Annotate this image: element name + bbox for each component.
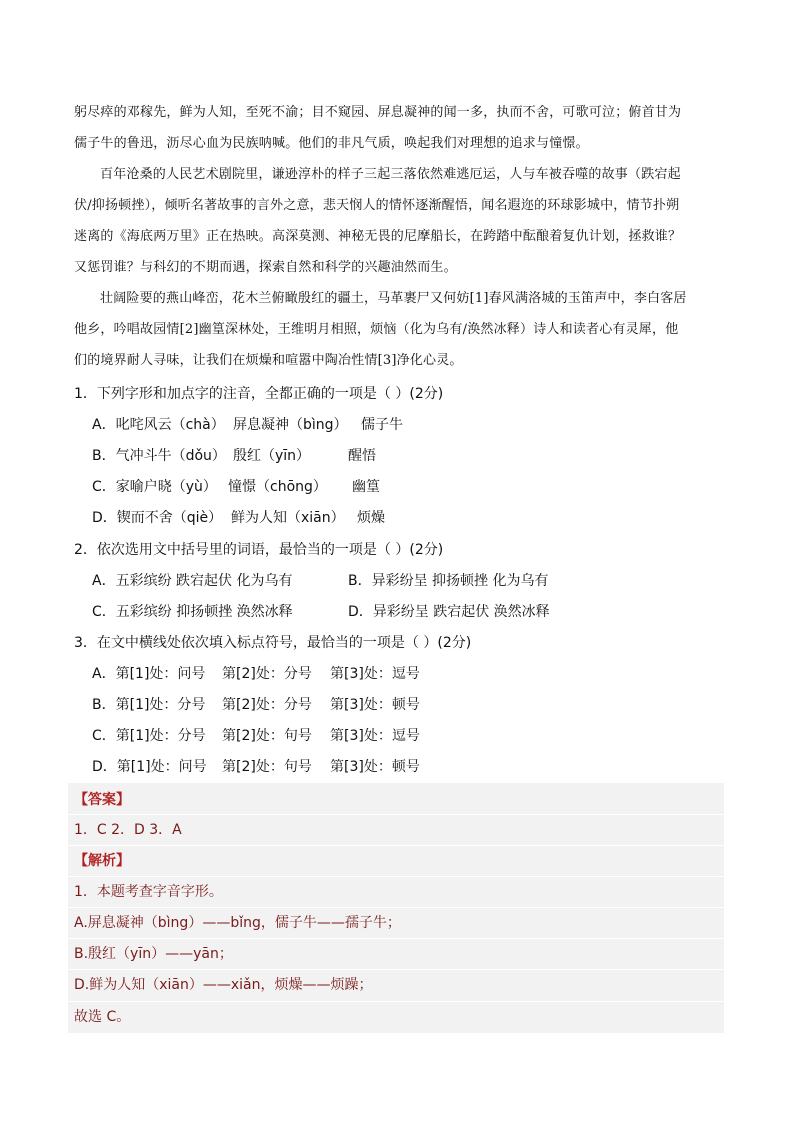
question-2-options-ab bbox=[92, 571, 549, 591]
question-3-option-b[interactable]: B．第[1]处：分号 第[2]处：分号 第[3]处：顿号 bbox=[92, 697, 420, 713]
divider bbox=[68, 845, 724, 846]
divider bbox=[68, 1001, 724, 1002]
analysis-heading: 【解析】 bbox=[74, 853, 130, 869]
question-3-option-a[interactable]: A．第[1]处：问号 第[2]处：分号 第[3]处：逗号 bbox=[92, 666, 420, 682]
question-1-option-b[interactable]: B．气冲斗牛（dǒu） 殷红（yīn） 醒悟 bbox=[92, 448, 376, 464]
question-2-option-b[interactable]: B．异彩纷呈 抑扬顿挫 化为乌有 bbox=[348, 573, 549, 589]
divider bbox=[68, 969, 724, 970]
analysis-line: B.殷红（yīn）——yān； bbox=[74, 946, 233, 962]
question-2-option-a[interactable]: A．五彩缤纷 跌宕起伏 化为乌有 bbox=[92, 573, 293, 589]
question-1-option-c[interactable]: C．家喻户晓（yù） 憧憬（chōng） 幽篁 bbox=[92, 479, 380, 495]
divider bbox=[68, 907, 724, 908]
passage-line: 躬尽瘁的邓稼先，鲜为人知，至死不渝；目不窥园、屏息凝神的闻一多，执而不舍，可歌可泣；俯首甘为 bbox=[74, 105, 682, 120]
passage-line: 伏/抑扬顿挫），倾听名著故事的言外之意，悲天悯人的情怀逐渐醒悟，闻名遐迩的环球影城中，情节扑朔 bbox=[74, 198, 680, 213]
passage-line: 迷离的《海底两万里》正在热映。高深莫测、神秘无畏的尼摩船长，在跨踏中酝酿着复仇计划，拯救谁？ bbox=[74, 229, 682, 244]
question-2-option-c[interactable]: C．五彩缤纷 抑扬顿挫 涣然冰释 bbox=[92, 604, 293, 620]
question-3-stem: 3．在文中横线处依次填入标点符号，最恰当的一项是（ ）(2分) bbox=[74, 635, 472, 651]
question-2-option-d[interactable]: D．异彩纷呈 跌宕起伏 涣然冰释 bbox=[348, 604, 550, 620]
passage bbox=[74, 97, 724, 376]
analysis-line: A.屏息凝神（bìng）——bǐng，儒子牛——孺子牛； bbox=[74, 915, 401, 931]
answer-heading: 【答案】 bbox=[74, 792, 130, 808]
question-1-option-a[interactable]: A．叱咤风云（chà） 屏息凝神（bìng） 儒子牛 bbox=[92, 417, 403, 433]
question-2-options-cd bbox=[92, 602, 550, 622]
question-3-option-d[interactable]: D．第[1]处：问号 第[2]处：句号 第[3]处：顿号 bbox=[92, 759, 420, 775]
passage-line: 百年沧桑的人民艺术剧院里，谦逊淳朴的样子三起三落依然难逃厄运，人与车被吞噬的故事（跌宕起 bbox=[100, 167, 681, 182]
analysis-line: D.鲜为人知（xiān）——xiǎn，烦燥——烦躁； bbox=[74, 977, 373, 993]
question-3-option-c[interactable]: C．第[1]处：分号 第[2]处：句号 第[3]处：逗号 bbox=[92, 728, 420, 744]
question-1-option-d[interactable]: D．锲而不舍（qiè） 鲜为人知（xiān） 烦燥 bbox=[92, 510, 385, 526]
analysis-line: 1．本题考查字音字形。 bbox=[74, 884, 223, 900]
answer-values: 1．C 2．D 3．A bbox=[74, 822, 182, 838]
passage-line: 壮阔险要的燕山峰峦，花木兰俯瞰殷红的疆土，马革裹尸又何妨[1]春风满洛城的玉笛声中，李白客居 bbox=[100, 291, 687, 306]
analysis-line: 故选 C。 bbox=[74, 1009, 131, 1025]
passage-line: 儒子牛的鲁迅，沥尽心血为民族呐喊。他们的非凡气质，唤起我们对理想的追求与憧憬。 bbox=[74, 136, 589, 151]
question-2-stem: 2．依次选用文中括号里的词语，最恰当的一项是（ ）(2分) bbox=[74, 542, 444, 558]
passage-line: 他乡，吟唱故园情[2]幽篁深林处，王维明月相照，烦恼（化为乌有/涣然冰释）诗人和读者心有灵犀，他 bbox=[74, 322, 679, 337]
passage-line: 们的境界耐人寻味，让我们在烦燥和喧嚣中陶冶性情[3]净化心灵。 bbox=[74, 353, 463, 368]
passage-line: 又惩罚谁？与科幻的不期而遇，探索自然和科学的兴趣油然而生。 bbox=[74, 260, 457, 275]
divider bbox=[68, 814, 724, 815]
question-1-stem: 1．下列字形和加点字的注音，全都正确的一项是（ ）(2分) bbox=[74, 386, 444, 402]
divider bbox=[68, 876, 724, 877]
divider bbox=[68, 938, 724, 939]
